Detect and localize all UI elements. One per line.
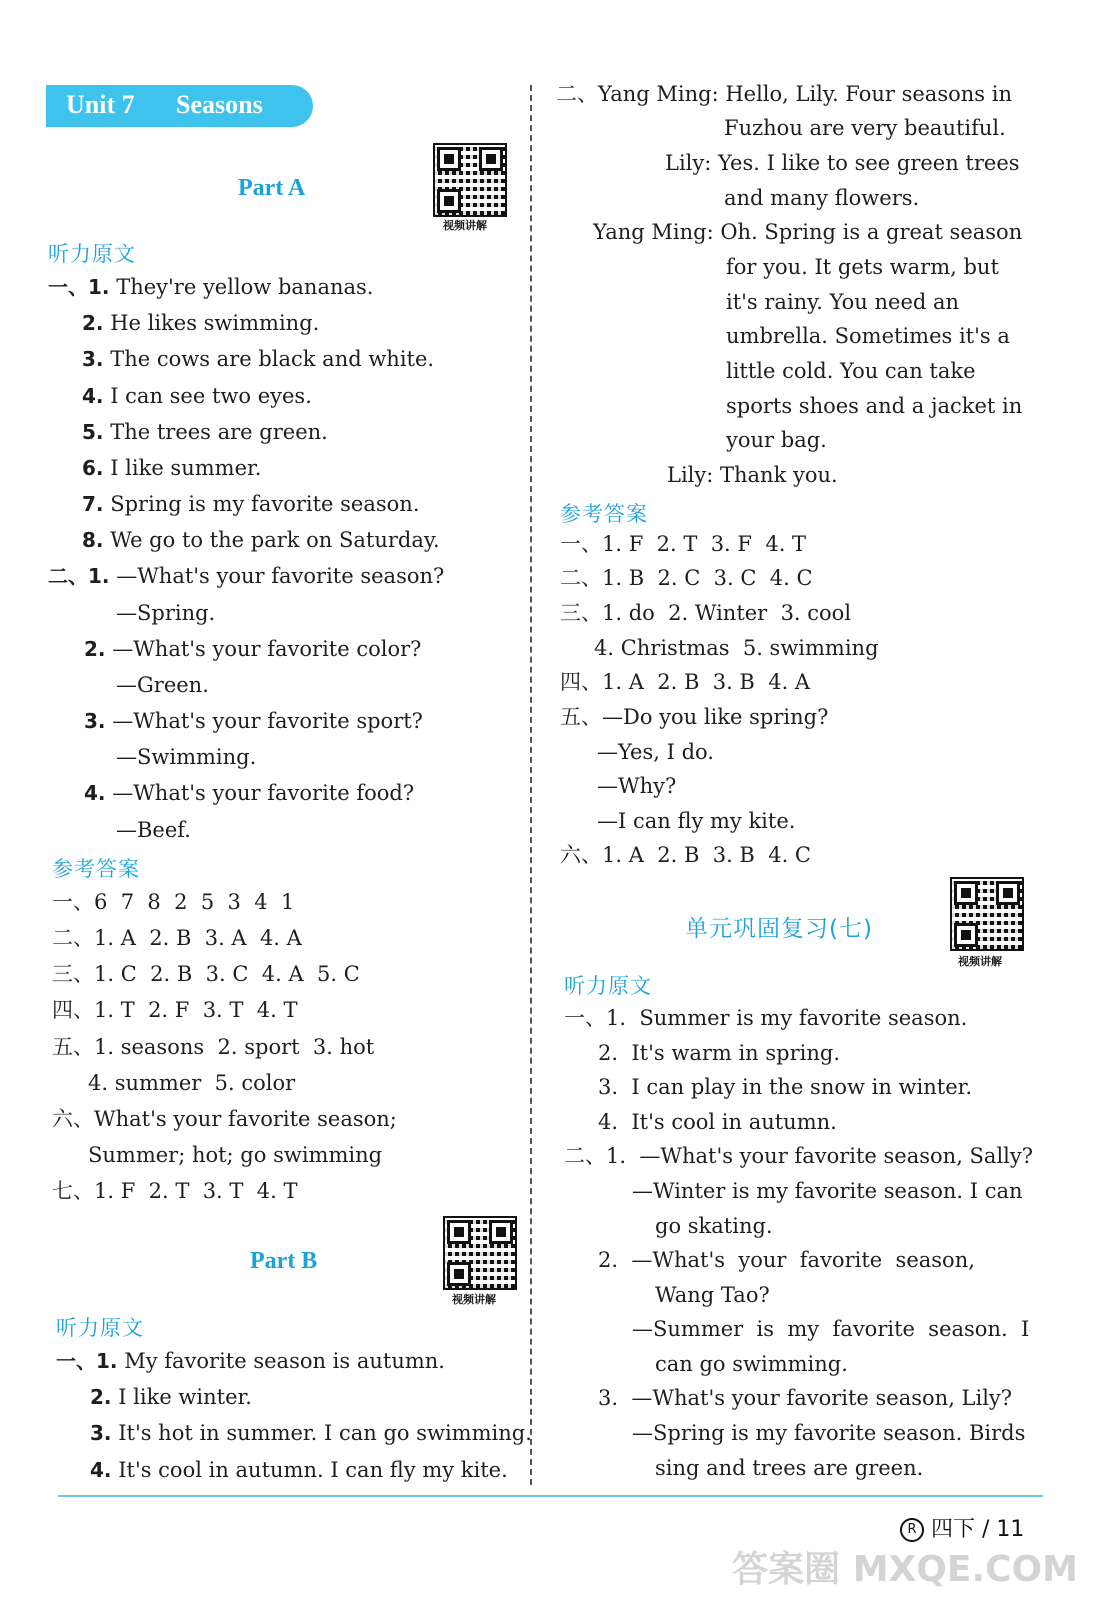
watermark: 答案圈 MXQE.COM xyxy=(732,1549,1078,1590)
unit-title: Seasons xyxy=(176,90,263,119)
qr-caption: 视频讲解 xyxy=(452,1293,496,1306)
list-item: 4. I can see two eyes. xyxy=(82,384,312,408)
answer-row: —Why? xyxy=(597,774,677,798)
answer-row: 三、1. C 2. B 3. C 4. A 5. C xyxy=(52,962,360,986)
dialog-line: Lily: Yes. I like to see green trees xyxy=(665,151,1020,175)
dialog-line: little cold. You can take xyxy=(726,359,976,383)
dialog-line: and many flowers. xyxy=(724,186,920,210)
dialog-line: for you. It gets warm, but xyxy=(726,255,999,279)
list-item: sing and trees are green. xyxy=(655,1456,924,1480)
dialog-line: your bag. xyxy=(726,428,827,452)
answer-row: 六、1. A 2. B 3. B 4. C xyxy=(560,843,811,867)
list-item: 3. —What's your favorite sport? xyxy=(84,709,423,733)
qr-code-icon[interactable] xyxy=(950,877,1024,951)
list-item: —Summer is my favorite season. I xyxy=(632,1317,1030,1341)
list-item: can go swimming. xyxy=(655,1352,848,1376)
list-item: 7. Spring is my favorite season. xyxy=(82,492,420,516)
answer-row: —I can fly my kite. xyxy=(597,809,796,833)
column-divider xyxy=(530,85,532,1485)
list-item: 2. —What's your favorite color? xyxy=(84,637,422,661)
edition-badge-icon: R xyxy=(900,1518,924,1542)
section-listening: 听力原文 xyxy=(48,242,136,266)
list-item: —Winter is my favorite season. I can xyxy=(632,1179,1023,1203)
dialog-line: Fuzhou are very beautiful. xyxy=(724,116,1006,140)
answer-row: 四、1. A 2. B 3. B 4. A xyxy=(560,670,811,694)
list-item: 3. It's hot in summer. I can go swimming. xyxy=(90,1421,532,1445)
list-item: 一、1. They're yellow bananas. xyxy=(48,275,374,299)
answer-row: 4. summer 5. color xyxy=(88,1071,296,1095)
dialog-line: sports shoes and a jacket in xyxy=(726,394,1023,418)
answer-row: 一、1. F 2. T 3. F 4. T xyxy=(560,532,807,556)
list-item: 2. I like winter. xyxy=(90,1385,252,1409)
dialog-line: it's rainy. You need an xyxy=(726,290,960,314)
list-item: 6. I like summer. xyxy=(82,456,262,480)
part-a-heading: Part A xyxy=(238,175,306,201)
list-item: —Spring. xyxy=(116,601,216,625)
list-item: 5. The trees are green. xyxy=(82,420,328,444)
qr-caption: 视频讲解 xyxy=(958,955,1002,968)
answer-row: 四、1. T 2. F 3. T 4. T xyxy=(52,998,298,1022)
list-item: 4. It's cool in autumn. I can fly my kite. xyxy=(90,1458,508,1482)
answer-row: 五、—Do you like spring? xyxy=(560,705,829,729)
answer-row: —Yes, I do. xyxy=(597,740,714,764)
list-item: 一、1. My favorite season is autumn. xyxy=(56,1349,445,1373)
list-item: Wang Tao? xyxy=(655,1283,770,1307)
list-item: 二、1. —What's your favorite season? xyxy=(48,564,445,588)
list-item: 3. —What's your favorite season, Lily? xyxy=(598,1386,1013,1410)
section-answers: 参考答案 xyxy=(52,857,140,881)
list-item: 8. We go to the park on Saturday. xyxy=(82,528,440,552)
answer-row: Summer; hot; go swimming xyxy=(88,1143,383,1167)
list-item: 3. The cows are black and white. xyxy=(82,347,435,371)
part-b-heading: Part B xyxy=(250,1248,318,1274)
answer-row: 五、1. seasons 2. sport 3. hot xyxy=(52,1035,375,1059)
section-answers: 参考答案 xyxy=(560,502,648,526)
dialog-line: Yang Ming: Oh. Spring is a great season xyxy=(593,220,1023,244)
list-item: go skating. xyxy=(655,1214,773,1238)
answer-row: 一、6 7 8 2 5 3 4 1 xyxy=(52,890,295,914)
section-listening: 听力原文 xyxy=(56,1316,144,1340)
list-item: 2. —What's your favorite season, xyxy=(598,1248,975,1272)
dialog-line: 二、Yang Ming: Hello, Lily. Four seasons in xyxy=(556,82,1012,106)
answer-row: 三、1. do 2. Winter 3. cool xyxy=(560,601,852,625)
answer-row: 二、1. A 2. B 3. A 4. A xyxy=(52,926,302,950)
list-item: 一、1. Summer is my favorite season. xyxy=(564,1006,968,1030)
list-item: 二、1. —What's your favorite season, Sally? xyxy=(564,1144,1034,1168)
list-item: —Beef. xyxy=(116,818,191,842)
answer-row: 六、What's your favorite season; xyxy=(52,1107,397,1131)
dialog-line: umbrella. Sometimes it's a xyxy=(726,324,1010,348)
qr-code-icon[interactable] xyxy=(443,1216,517,1290)
list-item: 3. I can play in the snow in winter. xyxy=(598,1075,973,1099)
section-listening: 听力原文 xyxy=(564,974,652,998)
qr-caption: 视频讲解 xyxy=(443,219,487,232)
list-item: 4. —What's your favorite food? xyxy=(84,781,415,805)
answer-row: 4. Christmas 5. swimming xyxy=(594,636,879,660)
dialog-line: Lily: Thank you. xyxy=(667,463,838,487)
page-footer xyxy=(900,1512,1024,1543)
page-number: 四下 / 11 xyxy=(931,1517,1025,1542)
list-item: —Swimming. xyxy=(116,745,257,769)
list-item: —Green. xyxy=(116,673,209,697)
unit-number: Unit 7 xyxy=(66,90,135,119)
answer-row: 二、1. B 2. C 3. C 4. C xyxy=(560,566,813,590)
footer-rule xyxy=(58,1495,1043,1497)
qr-code-icon[interactable] xyxy=(433,143,507,217)
list-item: 2. He likes swimming. xyxy=(82,311,320,335)
list-item: 4. It's cool in autumn. xyxy=(598,1110,837,1134)
list-item: —Spring is my favorite season. Birds xyxy=(632,1421,1026,1445)
review-heading: 单元巩固复习(七) xyxy=(685,916,873,942)
unit-banner xyxy=(46,85,313,127)
list-item: 2. It's warm in spring. xyxy=(598,1041,841,1065)
answer-row: 七、1. F 2. T 3. T 4. T xyxy=(52,1179,298,1203)
